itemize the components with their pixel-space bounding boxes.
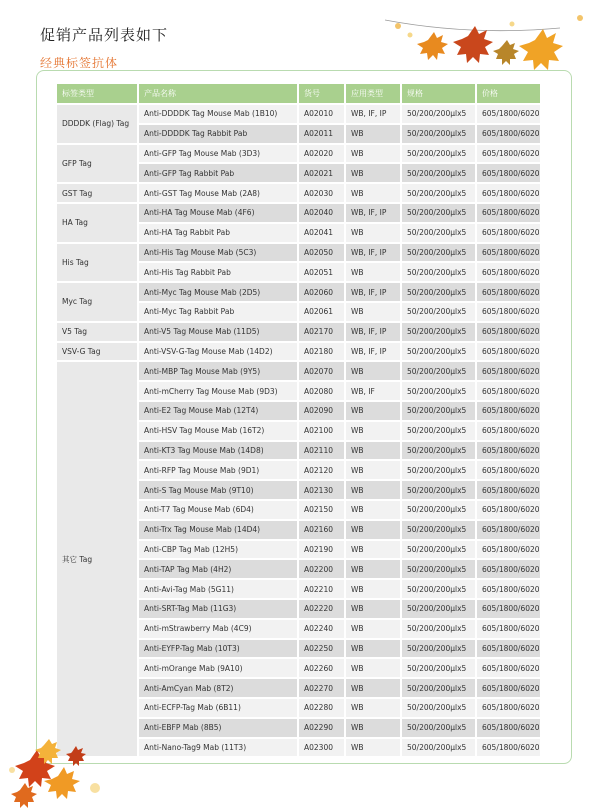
price-cell: 605/1800/6020: [477, 263, 540, 281]
application-cell: WB: [346, 600, 400, 618]
price-cell: 605/1800/6020: [477, 362, 540, 380]
price-cell: 605/1800/6020: [477, 481, 540, 499]
price-cell: 605/1800/6020: [477, 105, 540, 123]
price-cell: 605/1800/6020: [477, 600, 540, 618]
application-cell: WB: [346, 263, 400, 281]
product-name-cell: Anti-EBFP Mab (8B5): [139, 719, 297, 737]
application-cell: WB, IF, IP: [346, 105, 400, 123]
product-name-cell: Anti-Trx Tag Mouse Mab (14D4): [139, 521, 297, 539]
spec-cell: 50/200/200μlx5: [402, 541, 475, 559]
price-cell: 605/1800/6020: [477, 343, 540, 361]
column-header: 产品名称: [139, 84, 297, 103]
product-name-cell: Anti-mCherry Tag Mouse Mab (9D3): [139, 382, 297, 400]
spec-cell: 50/200/200μlx5: [402, 402, 475, 420]
column-header: 应用类型: [346, 84, 400, 103]
catalog-number-cell: A02160: [299, 521, 344, 539]
catalog-number-cell: A02060: [299, 283, 344, 301]
catalog-number-cell: A02220: [299, 600, 344, 618]
price-cell: 605/1800/6020: [477, 521, 540, 539]
product-name-cell: Anti-AmCyan Mab (8T2): [139, 679, 297, 697]
catalog-number-cell: A02180: [299, 343, 344, 361]
spec-cell: 50/200/200μlx5: [402, 224, 475, 242]
spec-cell: 50/200/200μlx5: [402, 719, 475, 737]
table-row: [57, 105, 540, 123]
catalog-number-cell: A02250: [299, 640, 344, 658]
product-name-cell: Anti-V5 Tag Mouse Mab (11D5): [139, 323, 297, 341]
product-name-cell: Anti-Nano-Tag9 Mab (11T3): [139, 739, 297, 757]
spec-cell: 50/200/200μlx5: [402, 184, 475, 202]
table-header-row: [57, 84, 540, 103]
catalog-number-cell: A02190: [299, 541, 344, 559]
maple-leaf-icon: [417, 32, 448, 60]
product-name-cell: Anti-SRT-Tag Mab (11G3): [139, 600, 297, 618]
application-cell: WB: [346, 521, 400, 539]
catalog-number-cell: A02150: [299, 501, 344, 519]
catalog-number-cell: A02011: [299, 125, 344, 143]
application-cell: WB: [346, 362, 400, 380]
spec-cell: 50/200/200μlx5: [402, 481, 475, 499]
product-name-cell: Anti-VSV-G-Tag Mouse Mab (14D2): [139, 343, 297, 361]
application-cell: WB, IF, IP: [346, 343, 400, 361]
table-row: [57, 362, 540, 380]
product-name-cell: Anti-His Tag Rabbit Pab: [139, 263, 297, 281]
table-row: [57, 283, 540, 301]
tag-type-cell: GST Tag: [57, 184, 137, 202]
catalog-number-cell: A02100: [299, 422, 344, 440]
price-cell: 605/1800/6020: [477, 739, 540, 757]
catalog-number-cell: A02170: [299, 323, 344, 341]
price-cell: 605/1800/6020: [477, 640, 540, 658]
spec-cell: 50/200/200μlx5: [402, 659, 475, 677]
product-name-cell: Anti-DDDDK Tag Rabbit Pab: [139, 125, 297, 143]
price-cell: 605/1800/6020: [477, 580, 540, 598]
catalog-number-cell: A02070: [299, 362, 344, 380]
price-cell: 605/1800/6020: [477, 224, 540, 242]
maple-leaf-icon: [453, 26, 493, 63]
application-cell: WB: [346, 541, 400, 559]
price-cell: 605/1800/6020: [477, 244, 540, 262]
product-name-cell: Anti-GST Tag Mouse Mab (2A8): [139, 184, 297, 202]
catalog-number-cell: A02021: [299, 164, 344, 182]
tag-type-cell: His Tag: [57, 244, 137, 282]
maple-leaf-icon: [493, 40, 519, 65]
price-cell: 605/1800/6020: [477, 303, 540, 321]
catalog-number-cell: A02280: [299, 699, 344, 717]
price-cell: 605/1800/6020: [477, 323, 540, 341]
product-name-cell: Anti-Myc Tag Mouse Mab (2D5): [139, 283, 297, 301]
catalog-number-cell: A02020: [299, 145, 344, 163]
column-header: 标签类型: [57, 84, 137, 103]
spec-cell: 50/200/200μlx5: [402, 125, 475, 143]
spec-cell: 50/200/200μlx5: [402, 442, 475, 460]
spec-cell: 50/200/200μlx5: [402, 303, 475, 321]
product-name-cell: Anti-DDDDK Tag Mouse Mab (1B10): [139, 105, 297, 123]
application-cell: WB: [346, 679, 400, 697]
tag-type-cell: 其它 Tag: [57, 362, 137, 756]
spec-cell: 50/200/200μlx5: [402, 640, 475, 658]
product-name-cell: Anti-E2 Tag Mouse Mab (12T4): [139, 402, 297, 420]
product-name-cell: Anti-HSV Tag Mouse Mab (16T2): [139, 422, 297, 440]
application-cell: WB: [346, 303, 400, 321]
catalog-number-cell: A02290: [299, 719, 344, 737]
tag-type-cell: VSV-G Tag: [57, 343, 137, 361]
maple-leaf-icon: [519, 29, 563, 70]
spec-cell: 50/200/200μlx5: [402, 382, 475, 400]
spec-cell: 50/200/200μlx5: [402, 343, 475, 361]
catalog-number-cell: A02210: [299, 580, 344, 598]
product-name-cell: Anti-mOrange Mab (9A10): [139, 659, 297, 677]
spec-cell: 50/200/200μlx5: [402, 263, 475, 281]
price-cell: 605/1800/6020: [477, 145, 540, 163]
tag-type-cell: GFP Tag: [57, 145, 137, 183]
catalog-number-cell: A02040: [299, 204, 344, 222]
catalog-number-cell: A02041: [299, 224, 344, 242]
column-header: 规格: [402, 84, 475, 103]
product-name-cell: Anti-ECFP-Tag Mab (6B11): [139, 699, 297, 717]
spec-cell: 50/200/200μlx5: [402, 501, 475, 519]
application-cell: WB: [346, 422, 400, 440]
catalog-number-cell: A02090: [299, 402, 344, 420]
application-cell: WB, IF, IP: [346, 204, 400, 222]
catalog-number-cell: A02061: [299, 303, 344, 321]
product-name-cell: Anti-Myc Tag Rabbit Pab: [139, 303, 297, 321]
spec-cell: 50/200/200μlx5: [402, 600, 475, 618]
product-table: [55, 82, 542, 758]
spec-cell: 50/200/200μlx5: [402, 204, 475, 222]
product-name-cell: Anti-T7 Tag Mouse Mab (6D4): [139, 501, 297, 519]
application-cell: WB: [346, 580, 400, 598]
application-cell: WB, IF: [346, 382, 400, 400]
catalog-number-cell: A02050: [299, 244, 344, 262]
product-name-cell: Anti-KT3 Tag Mouse Mab (14D8): [139, 442, 297, 460]
catalog-number-cell: A02240: [299, 620, 344, 638]
application-cell: WB: [346, 699, 400, 717]
spec-cell: 50/200/200μlx5: [402, 105, 475, 123]
application-cell: WB: [346, 461, 400, 479]
price-cell: 605/1800/6020: [477, 560, 540, 578]
catalog-number-cell: A02030: [299, 184, 344, 202]
application-cell: WB: [346, 184, 400, 202]
application-cell: WB: [346, 501, 400, 519]
application-cell: WB: [346, 224, 400, 242]
price-cell: 605/1800/6020: [477, 679, 540, 697]
catalog-number-cell: A02080: [299, 382, 344, 400]
price-cell: 605/1800/6020: [477, 184, 540, 202]
application-cell: WB, IF, IP: [346, 283, 400, 301]
catalog-number-cell: A02120: [299, 461, 344, 479]
price-cell: 605/1800/6020: [477, 164, 540, 182]
table-row: [57, 204, 540, 222]
catalog-number-cell: A02270: [299, 679, 344, 697]
table-row: [57, 244, 540, 262]
page-title: 促销产品列表如下: [40, 26, 169, 44]
price-cell: 605/1800/6020: [477, 204, 540, 222]
catalog-number-cell: A02130: [299, 481, 344, 499]
product-name-cell: Anti-MBP Tag Mouse Mab (9Y5): [139, 362, 297, 380]
application-cell: WB: [346, 125, 400, 143]
product-name-cell: Anti-RFP Tag Mouse Mab (9D1): [139, 461, 297, 479]
application-cell: WB: [346, 442, 400, 460]
price-cell: 605/1800/6020: [477, 620, 540, 638]
product-name-cell: Anti-EYFP-Tag Mab (10T3): [139, 640, 297, 658]
application-cell: WB: [346, 402, 400, 420]
product-name-cell: Anti-GFP Tag Rabbit Pab: [139, 164, 297, 182]
product-name-cell: Anti-GFP Tag Mouse Mab (3D3): [139, 145, 297, 163]
column-header: 价格: [477, 84, 540, 103]
tag-type-cell: Myc Tag: [57, 283, 137, 321]
catalog-number-cell: A02051: [299, 263, 344, 281]
application-cell: WB: [346, 481, 400, 499]
table-row: [57, 184, 540, 202]
application-cell: WB: [346, 719, 400, 737]
column-header: 货号: [299, 84, 344, 103]
price-cell: 605/1800/6020: [477, 699, 540, 717]
price-cell: 605/1800/6020: [477, 422, 540, 440]
catalog-number-cell: A02200: [299, 560, 344, 578]
spec-cell: 50/200/200μlx5: [402, 560, 475, 578]
section-title: 经典标签抗体: [40, 56, 119, 70]
price-cell: 605/1800/6020: [477, 501, 540, 519]
price-cell: 605/1800/6020: [477, 719, 540, 737]
spec-cell: 50/200/200μlx5: [402, 164, 475, 182]
spec-cell: 50/200/200μlx5: [402, 283, 475, 301]
price-cell: 605/1800/6020: [477, 125, 540, 143]
table-body: [57, 105, 540, 756]
price-cell: 605/1800/6020: [477, 382, 540, 400]
catalog-number-cell: A02300: [299, 739, 344, 757]
maple-leaf-icon: [44, 767, 80, 799]
table-row: [57, 323, 540, 341]
product-name-cell: Anti-S Tag Mouse Mab (9T10): [139, 481, 297, 499]
product-name-cell: Anti-mStrawberry Mab (4C9): [139, 620, 297, 638]
spec-cell: 50/200/200μlx5: [402, 244, 475, 262]
application-cell: WB, IF, IP: [346, 323, 400, 341]
product-name-cell: Anti-HA Tag Mouse Mab (4F6): [139, 204, 297, 222]
table-row: [57, 343, 540, 361]
spec-cell: 50/200/200μlx5: [402, 620, 475, 638]
spec-cell: 50/200/200μlx5: [402, 145, 475, 163]
spec-cell: 50/200/200μlx5: [402, 362, 475, 380]
product-name-cell: Anti-TAP Tag Mab (4H2): [139, 560, 297, 578]
catalog-number-cell: A02110: [299, 442, 344, 460]
product-name-cell: Anti-His Tag Mouse Mab (5C3): [139, 244, 297, 262]
catalog-number-cell: A02260: [299, 659, 344, 677]
application-cell: WB, IF, IP: [346, 244, 400, 262]
maple-leaf-icon: [11, 783, 37, 808]
product-name-cell: Anti-HA Tag Rabbit Pab: [139, 224, 297, 242]
application-cell: WB: [346, 739, 400, 757]
product-name-cell: Anti-CBP Tag Mab (12H5): [139, 541, 297, 559]
spec-cell: 50/200/200μlx5: [402, 323, 475, 341]
price-cell: 605/1800/6020: [477, 659, 540, 677]
table-row: [57, 145, 540, 163]
tag-type-cell: HA Tag: [57, 204, 137, 242]
application-cell: WB: [346, 640, 400, 658]
spec-cell: 50/200/200μlx5: [402, 580, 475, 598]
spec-cell: 50/200/200μlx5: [402, 739, 475, 757]
application-cell: WB: [346, 659, 400, 677]
spec-cell: 50/200/200μlx5: [402, 422, 475, 440]
price-cell: 605/1800/6020: [477, 541, 540, 559]
application-cell: WB: [346, 164, 400, 182]
price-cell: 605/1800/6020: [477, 402, 540, 420]
product-name-cell: Anti-Avi-Tag Mab (5G11): [139, 580, 297, 598]
catalog-number-cell: A02010: [299, 105, 344, 123]
spec-cell: 50/200/200μlx5: [402, 679, 475, 697]
spec-cell: 50/200/200μlx5: [402, 699, 475, 717]
spec-cell: 50/200/200μlx5: [402, 461, 475, 479]
spec-cell: 50/200/200μlx5: [402, 521, 475, 539]
price-cell: 605/1800/6020: [477, 283, 540, 301]
application-cell: WB: [346, 560, 400, 578]
price-cell: 605/1800/6020: [477, 461, 540, 479]
application-cell: WB: [346, 145, 400, 163]
price-cell: 605/1800/6020: [477, 442, 540, 460]
tag-type-cell: V5 Tag: [57, 323, 137, 341]
application-cell: WB: [346, 620, 400, 638]
tag-type-cell: DDDDK (Flag) Tag: [57, 105, 137, 143]
